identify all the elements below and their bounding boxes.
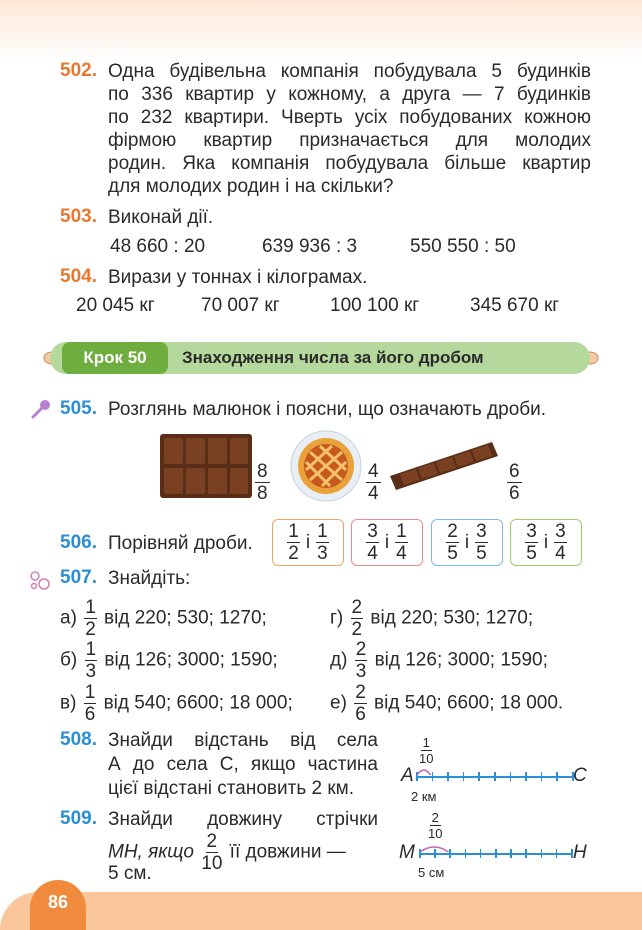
- exercise-508-line: Знайди відстань від села: [108, 730, 378, 751]
- fraction-8-8: $\frac{8}{8}$: [257, 461, 268, 504]
- bubbles-icon: [28, 568, 52, 592]
- ruler-tick: [525, 772, 527, 781]
- ruler-tick: [447, 772, 449, 781]
- exercise-number-505: 505.: [60, 398, 97, 419]
- exercise-504-item: 70 007 кг: [201, 295, 280, 316]
- ruler-tick: [541, 772, 543, 781]
- exercise-502-line: Одна будівельна компанія побудувала 5 будинків: [108, 61, 591, 82]
- exercise-504-item: 20 045 кг: [76, 295, 155, 316]
- ruler-tick: [480, 849, 482, 858]
- exercise-507-row: б) $\frac{1}{3}$ від 126; 3000; 1590;: [60, 639, 278, 682]
- fraction-4-4: $\frac{4}{4}$: [368, 461, 379, 504]
- exercise-number-509: 509.: [60, 808, 97, 829]
- step-tag: Крок 50: [62, 342, 168, 374]
- segment-ruler: [419, 848, 571, 860]
- exercise-502-line: родин. Яка компанія побудувала більше квартир: [108, 153, 591, 174]
- exercise-507-row: в) $\frac{1}{6}$ від 540; 6600; 18 000;: [60, 682, 293, 725]
- ruler-tick: [571, 849, 573, 858]
- ruler-arc: [416, 767, 432, 775]
- ruler-tick: [510, 772, 512, 781]
- ruler-tick: [556, 849, 558, 858]
- ruler-tick: [478, 772, 480, 781]
- fraction-pair-box: [431, 519, 503, 566]
- exercise-502-line: для молодих родин і на скільки?: [108, 176, 394, 197]
- exercise-502-line: фірмою квартир призначається для молодих: [108, 130, 591, 151]
- exercise-503-item: 550 550 : 50: [410, 236, 516, 257]
- exercise-507-row: а) $\frac{1}{2}$ від 220; 530; 1270;: [60, 597, 267, 640]
- fraction: $\frac{3}{4}$: [367, 521, 378, 564]
- conjunction: і: [305, 531, 311, 553]
- exercise-503-item: 639 936 : 3: [262, 236, 358, 257]
- fraction: $\frac{1}{3}$: [317, 521, 328, 564]
- exercise-509-line: 5 см.: [108, 863, 152, 884]
- exercise-507-row: е) $\frac{2}{6}$ від 540; 6600; 18 000.: [330, 682, 564, 725]
- exercise-503-text: Виконай дії.: [108, 207, 214, 228]
- exercise-504-text: Вирази у тоннах і кілограмах.: [108, 267, 368, 288]
- microphone-icon: [30, 398, 52, 420]
- exercise-504-item: 345 670 кг: [470, 295, 560, 316]
- ruler-label-right: С: [573, 765, 587, 786]
- exercise-508-line: цієї відстані становить 2 км.: [108, 778, 355, 799]
- fraction-pair-box: [510, 519, 582, 566]
- ruler-label-left: А: [401, 765, 414, 786]
- ruler-label-right: Н: [573, 842, 587, 863]
- fraction: $\frac{1}{4}$: [396, 521, 407, 564]
- exercise-507-row: д) $\frac{2}{3}$ від 126; 3000; 1590;: [330, 639, 548, 682]
- pie-image: [290, 430, 362, 502]
- ruler-label-left: М: [399, 842, 415, 863]
- step-title: Знаходження числа за його дробом: [182, 348, 484, 367]
- exercise-509-line: Знайди довжину стрічки: [108, 809, 378, 830]
- page-number: 86: [30, 880, 86, 930]
- ruler-tick: [541, 849, 543, 858]
- exercise-504-item: 100 100 кг: [330, 295, 420, 316]
- ruler-tick: [494, 772, 496, 781]
- fraction: $\frac{2}{5}$: [447, 521, 458, 564]
- ruler-tick: [432, 772, 434, 781]
- ruler-tick: [525, 849, 527, 858]
- ruler-arc: [419, 844, 449, 852]
- fraction: $\frac{1}{2}$: [288, 521, 299, 564]
- footer-decoration: [0, 892, 642, 930]
- fraction: $\frac{3}{4}$: [555, 521, 566, 564]
- fraction: $\frac{3}{5}$: [476, 521, 487, 564]
- chocolate-stick-image: [388, 436, 500, 492]
- exercise-505-text: Розглянь малюнок і поясни, що означають дроби.: [108, 399, 547, 420]
- ruler-measure: 2 км: [411, 789, 437, 804]
- chocolate-bar-image: [160, 434, 252, 498]
- exercise-503-item: 48 660 : 20: [110, 236, 206, 257]
- ruler-fraction: $\frac{2}{10}$: [428, 810, 443, 841]
- ruler-tick: [449, 849, 451, 858]
- fraction-pair-box: [272, 519, 344, 566]
- exercise-number-508: 508.: [60, 729, 97, 750]
- conjunction: і: [464, 531, 470, 553]
- exercise-502-line: по 232 квартири. Чверть усіх побудованих кожною: [108, 107, 591, 128]
- exercise-508-line: А до села С, якщо частина: [108, 754, 378, 775]
- fraction: $\frac{3}{5}$: [526, 521, 537, 564]
- ruler-tick: [572, 772, 574, 781]
- ruler-tick: [463, 772, 465, 781]
- exercise-502-line: по 336 квартир у кожному, а друга — 7 будинків: [108, 84, 591, 105]
- ruler-measure: 5 см: [418, 865, 445, 880]
- conjunction: і: [384, 531, 390, 553]
- exercise-number-504: 504.: [60, 266, 97, 287]
- ruler-tick: [465, 849, 467, 858]
- exercise-number-507: 507.: [60, 567, 97, 588]
- ruler-tick: [495, 849, 497, 858]
- header-decoration: [0, 0, 642, 60]
- ruler-fraction: $\frac{1}{10}$: [419, 735, 434, 766]
- conjunction: і: [543, 531, 549, 553]
- fraction-pair-box: [351, 519, 423, 566]
- exercise-507-text: Знайдіть:: [108, 568, 191, 589]
- ruler-tick: [556, 772, 558, 781]
- exercise-507-row: г) $\frac{2}{2}$ від 220; 530; 1270;: [330, 597, 534, 640]
- segment-ruler: [416, 771, 572, 783]
- exercise-number-503: 503.: [60, 206, 97, 227]
- exercise-number-502: 502.: [60, 60, 97, 81]
- fraction-6-6: $\frac{6}{6}$: [509, 461, 520, 504]
- exercise-number-506: 506.: [60, 532, 97, 553]
- exercise-509-line: МН, якщо $\frac{2}{10}$ її довжини —: [108, 831, 346, 874]
- exercise-506-text: Порівняй дроби.: [108, 533, 253, 554]
- ruler-tick: [510, 849, 512, 858]
